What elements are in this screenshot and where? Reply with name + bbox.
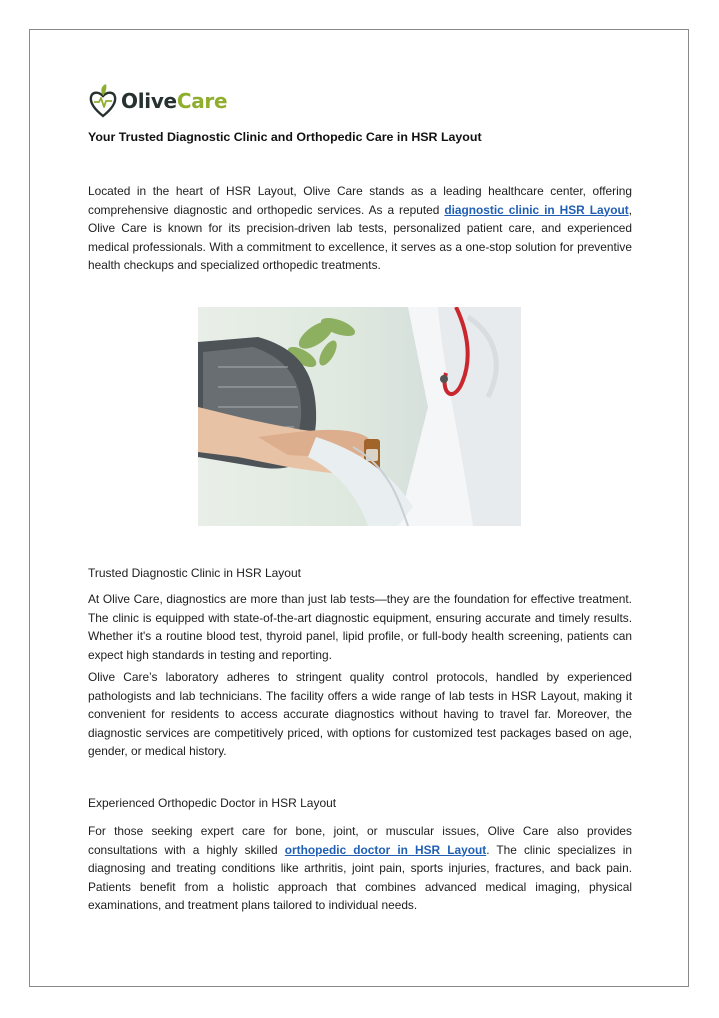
diagnostic-paragraph-1: At Olive Care, diagnostics are more than just lab tests—they are the foundation for effective treatment. The clinic is equipped with state-of-the-art diagnostic equipment, ensuring accurate and timely results. Whether it's a routine blood test, thyroid panel, lipid profile, or full-body health screening, patients can expect high standards in testing and reporting. [88, 592, 632, 662]
page-title: Your Trusted Diagnostic Clinic and Orthopedic Care in HSR Layout [88, 130, 482, 144]
logo-text-olive: Olive [121, 89, 177, 113]
intro-text-end: , Olive Care is known for its precision-driven lab tests, personalized patient care, and experienced medical professionals. With a commitment to excellence, it serves as a one-stop solution for preventive health checkups and specialized orthopedic treatments. [88, 202, 632, 272]
logo-text-care: Care [176, 89, 228, 113]
intro-paragraph [88, 182, 632, 275]
diagnostic-paragraph-2: Olive Care’s laboratory adheres to stringent quality control protocols, handled by experienced pathologists and lab technicians. The facility offers a wide range of lab tests in HSR Layout, making it convenient for residents to access accurate diagnostics without having to travel far. Moreover, the diagnostic services are competitively priced, with options for customized test packages based on age, gender, or medical history. [88, 670, 632, 758]
section-diagnostic-title: Trusted Diagnostic Clinic in HSR Layout [88, 566, 301, 580]
orthopedic-text-end: . The clinic specializes in diagnosing and treating conditions like arthritis, joint pain, sports injuries, fractures, and back pain. Patients benefit from a holistic approach that combines advanced medical imaging, physical examinations, and treatment plans tailored to individual needs. [88, 842, 632, 912]
intro-text-start: Located in the heart of HSR Layout, Olive Care stands as a leading healthcare center, offering comprehensive diagnostic and orthopedic services. As a reputed [88, 184, 632, 217]
orthopedic-paragraph [88, 822, 632, 915]
diagnostic-clinic-link[interactable]: diagnostic clinic in HSR Layout [444, 202, 629, 217]
orthopedic-text-start: For those seeking expert care for bone, joint, or muscular issues, Olive Care also provides consultations with a highly skilled [88, 824, 632, 857]
blood-pressure-illustration [198, 307, 521, 526]
orthopedic-doctor-link[interactable]: orthopedic doctor in HSR Layout [284, 842, 487, 857]
doctor-blood-pressure-photo [198, 307, 521, 526]
olive-leaf-heart-icon [88, 84, 118, 118]
olivecare-logo[interactable] [88, 84, 227, 118]
section-orthopedic-title: Experienced Orthopedic Doctor in HSR Layout [88, 796, 337, 810]
